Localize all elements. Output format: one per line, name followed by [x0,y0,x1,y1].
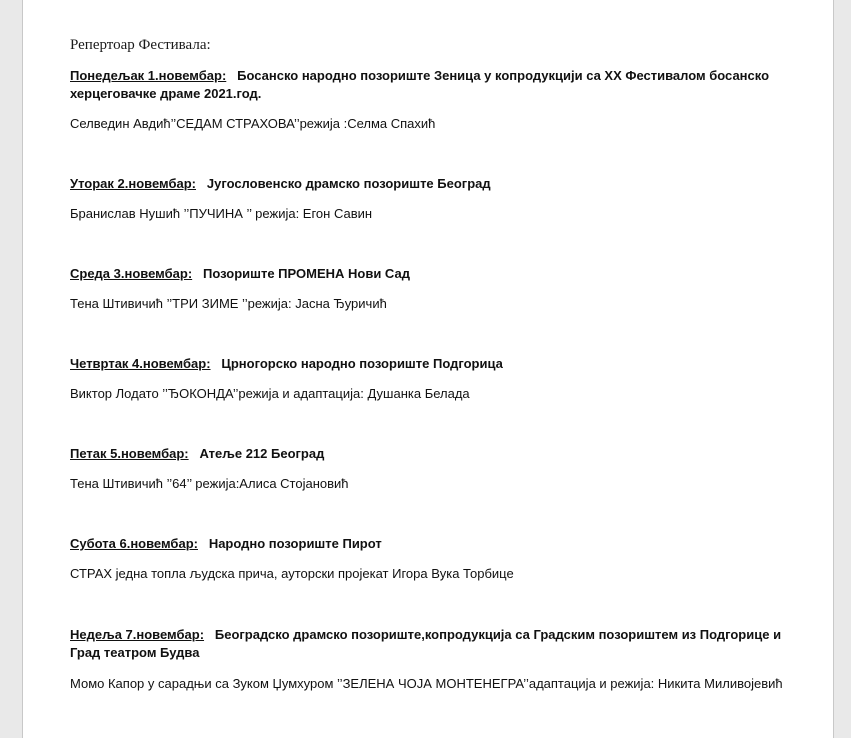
entry-venue: Београдско драмско позориште,копродукција са Градским позориштем из Подгорице и Град театром Будва [70,627,782,660]
entry-description-thursday: Виктор Лодато ’’ЂОКОНДА’’режија и адаптација: Душанка Белада [70,386,470,401]
entry-day: Среда 3.новембар: [70,266,193,281]
document-title: Репертоар Фестивала: [70,37,211,53]
entry-description-tuesday: Бранислав Нушић ’’ПУЧИНА ’’ режија: Егон Савин [70,206,373,221]
entry-day: Понедељак 1.новембар: [70,68,227,83]
entry-day: Субота 6.новембар: [70,536,198,551]
entry-venue: Позориште ПРОМЕНА Нови Сад [203,266,410,281]
entry-venue: Југословенско драмско позориште Београд [206,176,491,191]
entry-description-sunday: Момо Капор у сарадњи са Зуком Џумхуром ’’ЗЕЛЕНА ЧОЈА МОНТЕНЕГРА’’адаптација и режија: Никита Миливојевић [70,676,783,691]
entry-heading-sunday [70,626,800,662]
entry-heading-saturday [70,535,800,553]
entry-venue: Народно позориште Пирот [208,536,382,551]
entry-venue: Атеље 212 Београд [199,446,325,461]
entry-description-wednesday: Тена Штивичић ’’ТРИ ЗИМЕ ’’режија: Јасна Ђуричић [70,296,387,311]
document-page [22,0,834,738]
entry-day: Недеља 7.новембар: [70,627,205,642]
entry-day: Уторак 2.новембар: [70,176,197,191]
entry-heading-wednesday [70,265,800,283]
entry-venue: Босанско народно позориште Зеница у копродукцији са XX Фестивалом босанско херцеговачке драме 2021.год. [70,68,770,101]
entry-day: Петак 5.новембар: [70,446,189,461]
entry-heading-tuesday [70,175,800,193]
entry-description-friday: Тена Штивичић ’’64’’ режија:Алиса Стојановић [70,476,349,491]
entry-day: Четвртак 4.новембар: [70,356,211,371]
entry-description-saturday: СТРАХ једна топла људска прича, ауторски пројекат Игора Вука Торбице [70,566,514,581]
entry-heading-thursday [70,355,800,373]
entry-venue: Црногорско народно позориште Подгорица [221,356,503,371]
entry-heading-monday [70,67,800,103]
entry-heading-friday [70,445,800,463]
entry-description-monday: Селведин Авдић’’СЕДАМ СТРАХОВА’’режија :Селма Спахић [70,116,436,131]
